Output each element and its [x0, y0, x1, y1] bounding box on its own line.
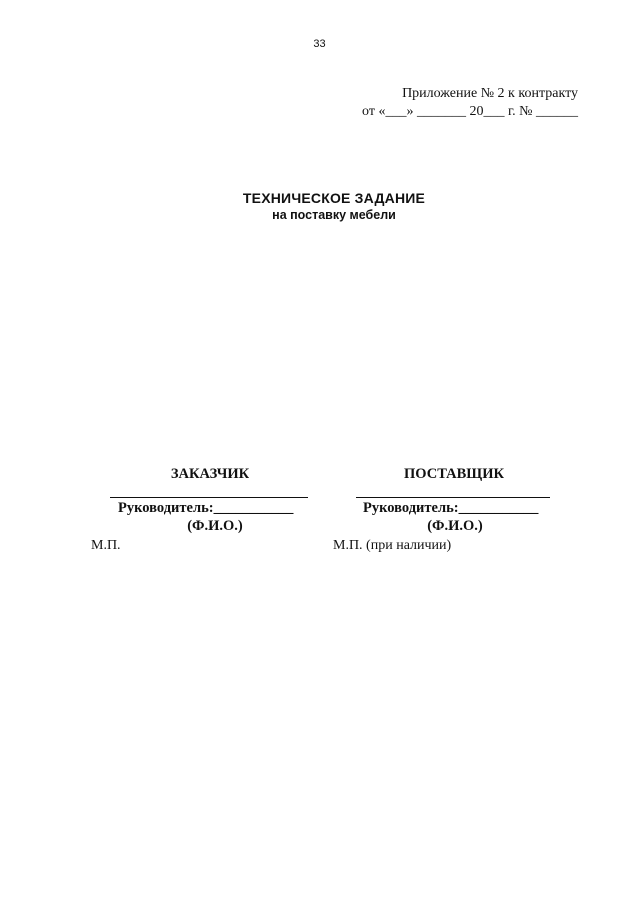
document-subtitle: на поставку мебели — [272, 208, 396, 222]
supplier-signature-line — [356, 497, 550, 498]
supplier-stamp-label: М.П. (при наличии) — [333, 538, 452, 553]
page-number: 33 — [313, 38, 326, 50]
customer-signature-line — [110, 497, 308, 498]
supplier-title: ПОСТАВЩИК — [403, 466, 504, 482]
supplier-fio-label: (Ф.И.О.) — [427, 518, 483, 534]
customer-stamp-label: М.П. — [91, 538, 121, 553]
customer-head-label: Руководитель:___________ — [118, 500, 294, 516]
document-title: ТЕХНИЧЕСКОЕ ЗАДАНИЕ — [242, 190, 426, 206]
annex-reference: Приложение № 2 к контракту — [402, 86, 578, 101]
annex-contract-date: от «___» _______ 20___ г. № ______ — [362, 104, 578, 119]
supplier-head-label: Руководитель:___________ — [363, 500, 539, 516]
customer-title: ЗАКАЗЧИК — [170, 466, 250, 482]
customer-fio-label: (Ф.И.О.) — [187, 518, 243, 534]
